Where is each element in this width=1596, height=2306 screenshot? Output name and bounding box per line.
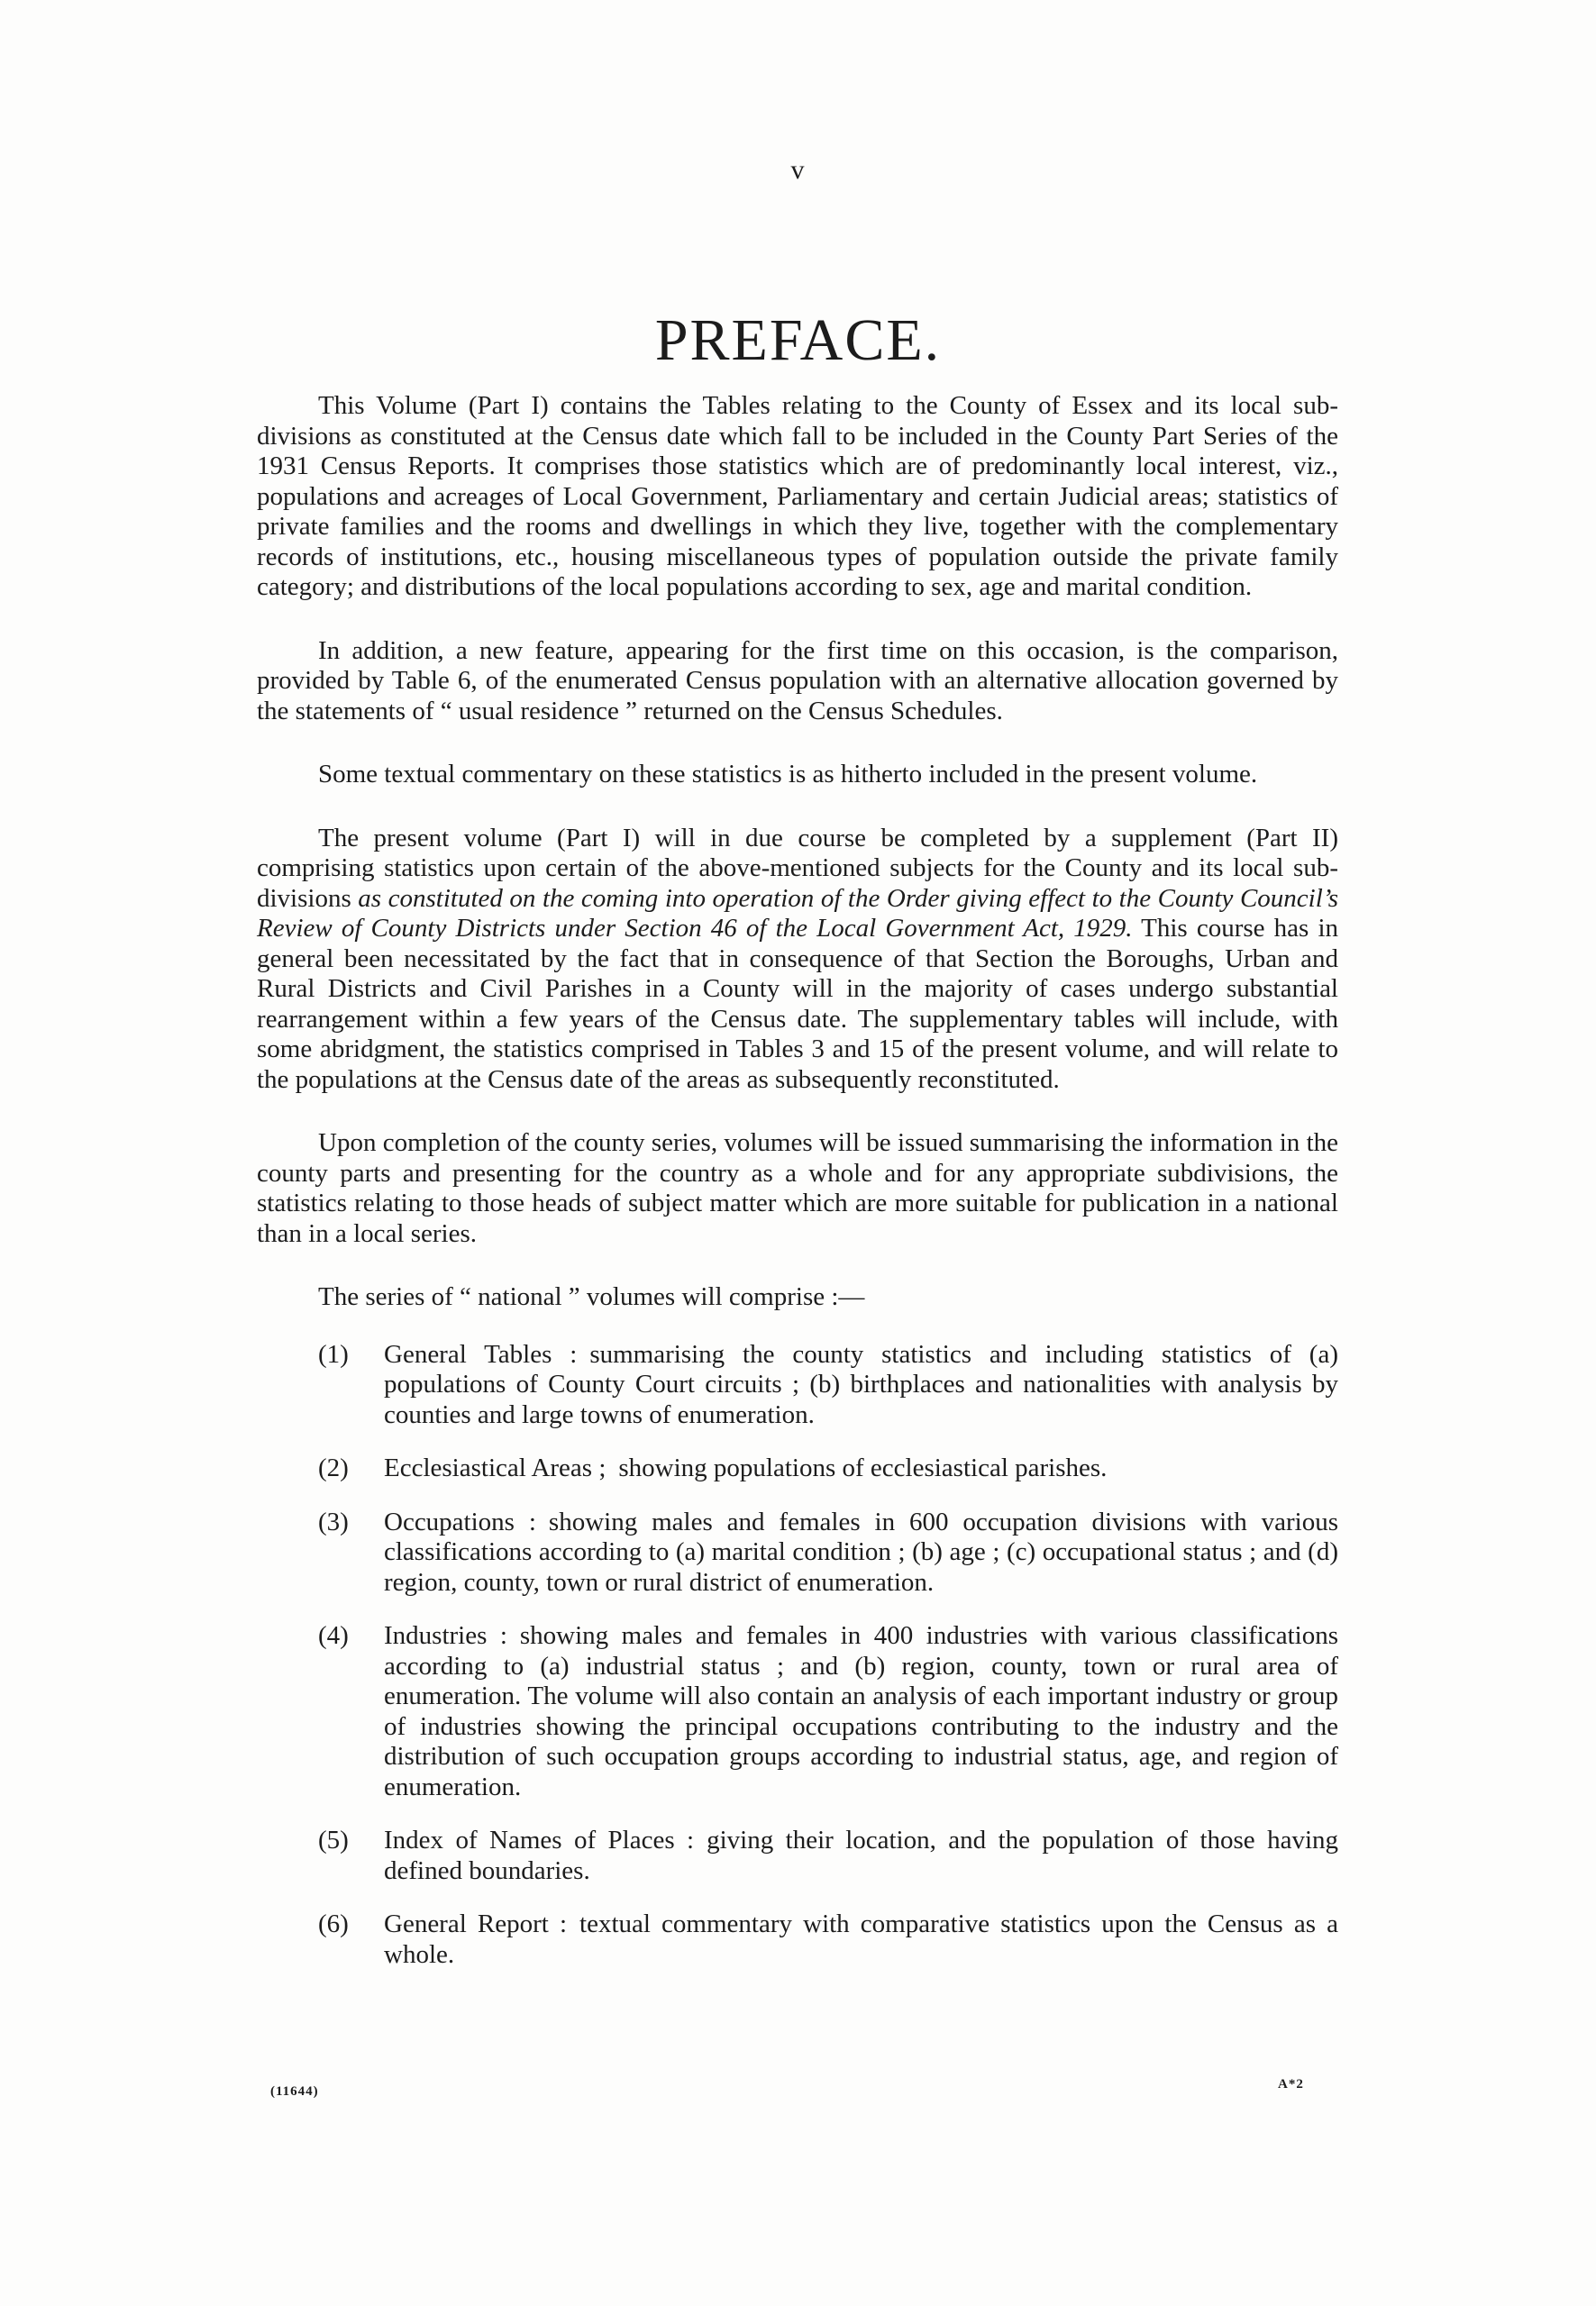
list-item — [257, 1910, 1338, 1970]
list-item-text: showing males and females in 600 occupation divisions with various classifications according to (a) marital condition ; (b) age ; (c) occupational status ; and (d) region, county, town or rural district of enumeration. — [384, 1507, 1338, 1597]
list-item-number: (2) — [318, 1454, 349, 1482]
signature-mark: A*2 — [1278, 2077, 1304, 2092]
paragraph-commentary: Some textual commentary on these statistics is as hitherto included in the present volume. — [318, 760, 1258, 788]
list-item-number: (3) — [318, 1507, 349, 1536]
list-item-text: summarising the county statistics and including statistics of (a) populations of County Court circuits ; (b) birthplaces and nationalities with analysis by counties and large towns of enumeration. — [384, 1339, 1338, 1429]
page-number: v — [790, 155, 806, 185]
list-item — [257, 1621, 1338, 1802]
list-item-text: showing populations of ecclesiastical parishes. — [618, 1454, 1108, 1482]
list-item — [257, 1340, 1338, 1431]
list-item-number: (6) — [318, 1910, 349, 1938]
paragraph-supplement — [257, 824, 1338, 1096]
list-item-heading: Industries : — [384, 1621, 507, 1650]
print-reference: (11644) — [270, 2084, 319, 2099]
paragraph-county-series: Upon completion of the county series, volumes will be issued summarising the information in the county parts and presenting for the country as a whole and for any appropriate subdivisions, the statistics relating to those heads of subject matter which are more suitable for publication in a national than in a local series. — [257, 1128, 1338, 1248]
page-title: PREFACE. — [654, 307, 942, 373]
list-item-text: showing males and females in 400 industries with various classifications according to (a) industrial status ; and (b) region, county, town or rural area of enumeration. The volume will also contain an analysis of each important industry or group of industries showing the principal occupations contributing to the industry and the distribution of such occupation groups according to industrial status, age, and region of enumeration. — [384, 1621, 1338, 1801]
paragraph-contents: This Volume (Part I) contains the Tables relating to the County of Essex and its local sub-divisions as constituted at the Census date which fall to be included in the County Part Series of the 1931 Census Reports. It comprises those statistics which are of predominantly local interest, viz., populations and acreages of Local Government, Parliamentary and certain Judicial areas; statistics of private families and the rooms and dwellings in which they live, together with the complementary records of institutions, etc., housing miscellaneous types of population outside the private family category; and distributions of the local populations according to sex, age and marital condition. — [257, 391, 1338, 601]
supplement-text-start: The present volume (Part I) will in due course be completed by a supplement (Part II) comprising statistics upon certain of the above-mentioned subjects for the County and its local sub-divisions — [257, 823, 1338, 913]
supplement-text-end: This course has in general been necessitated by the fact that in consequence of that Section the Boroughs, Urban and Rural Districts and Civil Parishes in a County will in the majority of cases undergo substantial rearrangement within a few years of the Census date. The supplementary tables will include, with some abridgment, the statistics comprised in Tables 3 and 15 of the present volume, and will relate to the populations at the Census date of the areas as subsequently reconstituted. — [257, 914, 1338, 1094]
list-item-heading: Occupations : — [384, 1507, 536, 1536]
list-item-heading: General Report : — [384, 1910, 568, 1938]
list-item-number: (4) — [318, 1621, 349, 1650]
supplement-text-italic: as constituted on the coming into operation of the Order giving effect to the County Council’s Review of County Districts under Section 46 of the Local Government Act, 1929. — [257, 883, 1338, 943]
list-item-number: (1) — [318, 1339, 349, 1369]
list-item-heading: Ecclesiastical Areas ; — [384, 1454, 606, 1482]
list-item — [257, 1826, 1338, 1886]
list-item-number: (5) — [318, 1826, 349, 1855]
list-item-heading: General Tables : — [384, 1339, 578, 1369]
list-item — [257, 1454, 1338, 1484]
paragraph-new-feature: In addition, a new feature, appearing for the first time on this occasion, is the comparison, provided by Table 6, of the enumerated Census population with an alternative allocation governed by the statements of “ usual residence ” returned on the Census Schedules. — [257, 635, 1338, 725]
preface-body — [257, 391, 1338, 1993]
list-item — [257, 1508, 1338, 1599]
list-item-heading: Index of Names of Places : — [384, 1826, 695, 1855]
national-volumes-list — [257, 1340, 1338, 1971]
list-item-text: textual commentary with comparative statistics upon the Census as a whole. — [384, 1910, 1338, 1969]
list-item-text: giving their location, and the population of those having defined boundaries. — [384, 1826, 1339, 1885]
series-intro: The series of “ national ” volumes will comprise :— — [318, 1282, 865, 1311]
